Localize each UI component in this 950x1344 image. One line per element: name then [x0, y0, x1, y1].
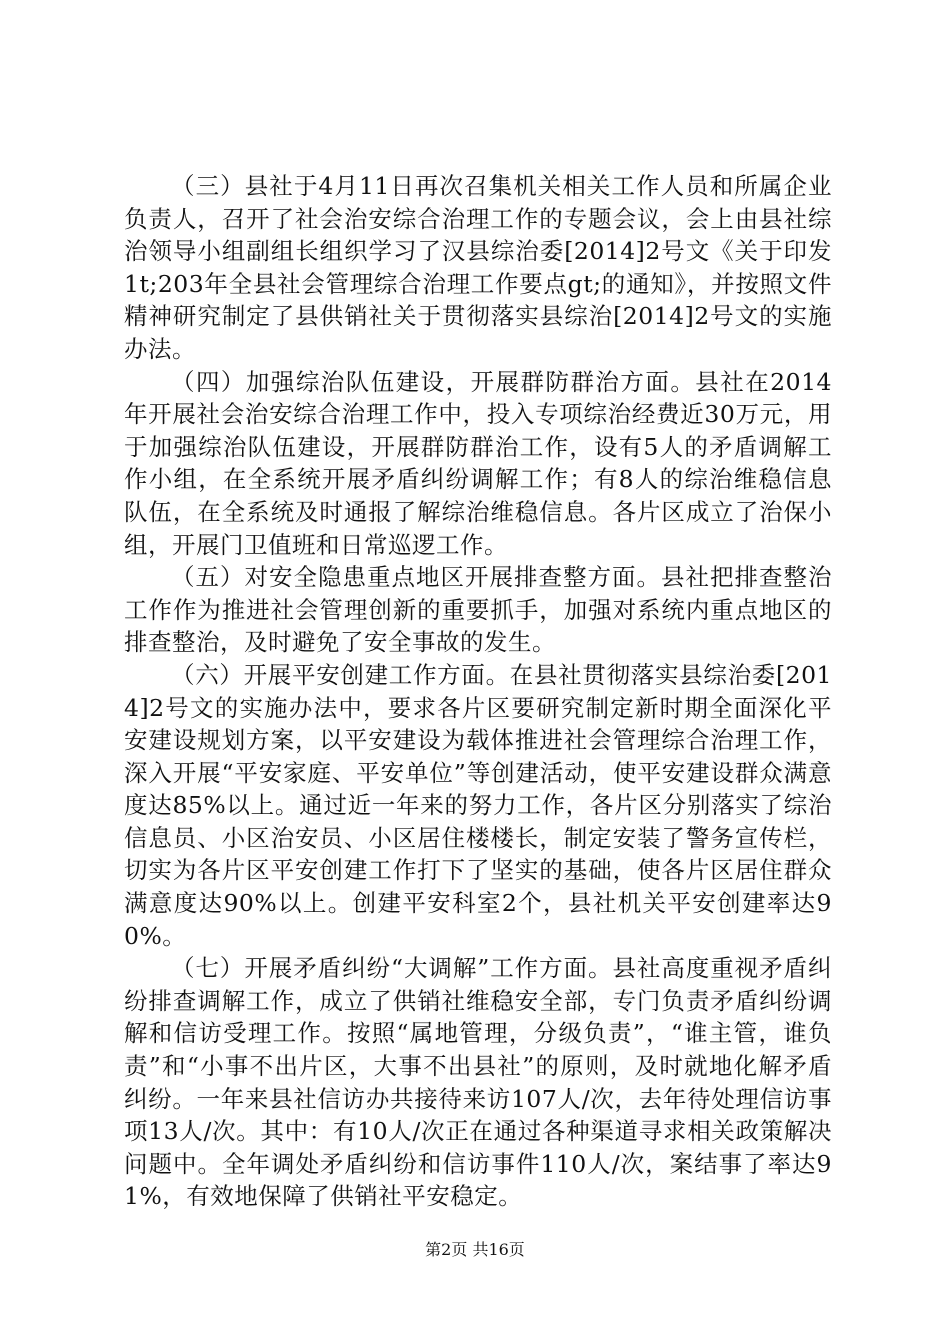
- paragraph-5: （五）对安全隐患重点地区开展排查整方面。县社把排查整治工作作为推进社会管理创新的重要抓手，加强对系统内重点地区的排查整治，及时避免了安全事故的发生。: [124, 563, 832, 657]
- paragraph-3: （三）县社于4月11日再次召集机关相关工作人员和所属企业负责人，召开了社会治安综合治理工作的专题会议，会上由县社综治领导小组副组长组织学习了汉县综治委[2014]2号文《关于印发1t;203年全县社会管理综合治理工作要点gt;的通知》，并按照文件精神研究制定了县供销社关于贯彻落实县综治[2014]2号文的实施办法。: [124, 172, 832, 363]
- paragraph-4: （四）加强综治队伍建设，开展群防群治方面。县社在2014年开展社会治安综合治理工作中，投入专项综治经费近30万元，用于加强综治队伍建设，开展群防群治工作，设有5人的矛盾调解工作小组，在全系统开展矛盾纠纷调解工作；有8人的综治维稳信息队伍，在全系统及时通报了解综治维稳信息。各片区成立了治保小组，开展门卫值班和日常巡逻工作。: [124, 367, 832, 559]
- paragraph-6: （六）开展平安创建工作方面。在县社贯彻落实县综治委[2014]2号文的实施办法中，要求各片区要研究制定新时期全面深化平安建设规划方案，以平安建设为载体推进社会管理综合治理工作，深入开展“平安家庭、平安单位”等创建活动，使平安建设群众满意度达85%以上。通过近一年来的努力工作，各片区分别落实了综治信息员、小区治安员、小区居住楼楼长，制定安装了警务宣传栏，切实为各片区平安创建工作打下了坚实的基础，使各片区居住群众满意度达90%以上。创建平安科室2个，县社机关平安创建率达90%。: [124, 660, 832, 950]
- page-number-footer: 第2页 共16页: [425, 1240, 525, 1259]
- paragraph-7: （七）开展矛盾纠纷“大调解”工作方面。县社高度重视矛盾纠纷排查调解工作，成立了供销社维稳安全部，专门负责矛盾纠纷调解和信访受理工作。按照“属地管理，分级负责”，“谁主管，谁负责”和“小事不出片区，大事不出县社”的原则，及时就地化解矛盾纠纷。一年来县社信访办共接待来访107人/次，去年待处理信访事项13人/次。其中：有10人/次正在通过各种渠道寻求相关政策解决问题中。全年调处矛盾纠纷和信访事件110人/次，案结事了率达91%，有效地保障了供销社平安稳定。: [124, 954, 832, 1211]
- document-body: [124, 170, 832, 1213]
